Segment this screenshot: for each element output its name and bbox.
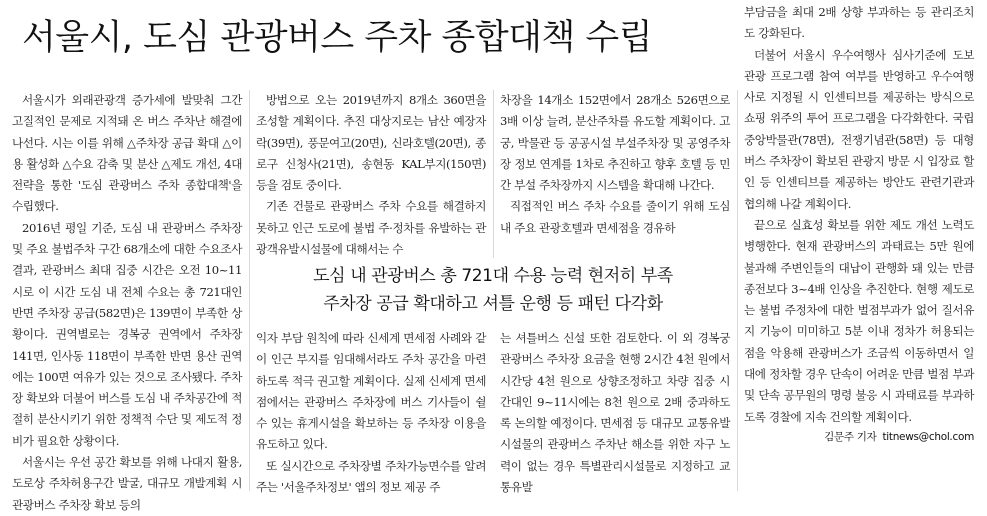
paragraph: 더불어 서울시 우수여행사 심사기준에 도보 관광 프로그램 참여 여부를 반영하고 우수여행사로 지정될 시 인센티브를 제공하는 방식으로 쇼핑 위주의 투어 프로그램을 다각화한다. 국립중앙박물관(78면), 전쟁기념관(58면) 등 대형버스 주차장이 확보된 관광지 방문 시 입장료 할인 등 인센티브를 제공하는 방안도 관련기관과 협의해 나갈 계획이다.	[744, 47, 974, 211]
column-divider	[737, 90, 738, 491]
paragraph: 차장을 14개소 152면에서 28개소 526면으로 3배 이상 늘려, 분산주차를 유도할 계획이다. 고궁, 박물관 등 공공시설 부설주차장 및 공영주차장 정보 연계를 1차로 추진하고 향후 호텔 등 민간 부설 주차장까지 시스템을 확대해 나간다.	[500, 93, 730, 193]
headline: 서울시, 도심 관광버스 주차 종합대책 수립	[22, 18, 653, 58]
article-column-4	[744, 2, 974, 427]
column-divider	[493, 90, 494, 258]
paragraph: 방법으로 오는 2019년까지 8개소 360면을 조성할 계획이다. 추진 대상지로는 남산 예장자락(39면), 풍문여고(20면), 신라호텔(20면), 종로구 신청사(21면), 송현동 KAL부지(150면) 등을 검토 중이다.	[256, 93, 486, 193]
reporter-name: 김문주 기자	[824, 431, 877, 443]
paragraph: 서울시는 우선 공간 확보를 위해 나대지 활용, 도로상 주차허용구간 발굴, 대규모 개발계획 시 관광버스 주차장 확보 등의	[12, 455, 242, 512]
paragraph: 부담금을 최대 2배 상향 부과하는 등 관리조치도 강화된다.	[744, 5, 974, 41]
byline	[800, 428, 974, 446]
paragraph: 2016년 평일 기준, 도심 내 관광버스 주차장 및 주요 불법주차 구간 68개소에 대한 수요조사 결과, 관광버스 최대 집중 시간은 오전 10~11시로 이 시간 도심 내 전체 수요는 총 721대인 반면 주차장 공급(582면)은 139면이 부족한 상황이다. 권역별로는 경복궁 권역에서 주차장 141면, 인사동 118면이 부족한 반면 용산 권역에는 100면 여유가 있는 것으로 조사됐다. 주차장 확보와 더불어 버스를 도심 내 주차공간에 적절히 분산시키기 위한 정책적 수단 및 제도적 정비가 필요한 상황이다.	[12, 220, 242, 448]
subheadline	[256, 262, 730, 318]
article-column-2-lower	[256, 328, 486, 495]
subheadline-line-1: 도심 내 관광버스 총 721대 수용 능력 현저히 부족	[313, 266, 673, 286]
paragraph: 직접적인 버스 주차 수요를 줄이기 위해 도심 내 주요 관광호텔과 면세점을 경유하	[500, 199, 730, 235]
article-column-1	[12, 90, 242, 512]
paragraph: 익자 부담 원칙에 따라 신세계 면세점 사례와 같이 인근 부지를 임대해서라도 주차 공간을 마련하도록 적극 권고할 계획이다. 실제 신세계 면세점에서는 관광버스 주차장에 버스 기사들이 쉴 수 있는 휴게시설을 확보하는 등 주차장 이용을 유도하고 있다.	[256, 331, 486, 452]
subheadline-line-2: 주차장 공급 확대하고 셔틀 운행 등 패턴 다각화	[323, 294, 663, 314]
paragraph: 끝으로 실효성 확보를 위한 제도 개선 노력도 병행한다. 현재 관광버스의 과태료는 5만 원에 불과해 주변인들의 대납이 관행화 돼 있는 만큼 종전보다 3~4배 인상을 추진한다. 현행 제도로는 불법 주정차에 대한 벌점부과가 없어 질서유지 기능이 미미하고 5분 이내 정차가 허용되는 점을 악용해 관광버스가 조금씩 이동하면서 일대에 정차할 경우 단속이 어려운 만큼 벌점 부과 및 단속 공무원의 명령 불응 시 과태료를 부과하도록 경찰에 지속 건의할 계획이다.	[744, 217, 974, 424]
paragraph: 서울시가 외래관광객 증가세에 발맞춰 그간 고질적인 문제로 지적돼 온 버스 주차난 해결에 나선다. 시는 이를 위해 △주차장 공급 확대 △이용 활성화 △수요 감축 및 분산 △제도 개선, 4대 전략을 통한 '도심 관광버스 주차 종합대책'을 수립했다.	[12, 93, 242, 214]
article-column-2-upper	[256, 90, 486, 258]
column-divider	[249, 90, 250, 491]
reporter-email: titnews@chol.com	[882, 431, 974, 443]
paragraph: 또 실시간으로 주차장별 주차가능면수를 알려주는 '서울주차정보' 앱의 정보 제공 주	[256, 458, 486, 495]
article-column-3-lower	[500, 328, 730, 495]
paragraph: 는 셔틀버스 신설 또한 검토한다. 이 외 경복궁 관광버스 주차장 요금을 현행 2시간 4천 원에서 시간당 4천 원으로 상향조정하고 차량 집중 시간대인 9~11시에는 8천 원으로 2배 중과하도록 논의할 예정이다. 면세점 등 대규모 교통유발시설물의 관광버스 주차난 해소를 위한 자구 노력이 없는 경우 특별관리시설물로 지정하고 교통유발	[500, 331, 730, 495]
paragraph: 기존 건물로 관광버스 주차 수요를 해결하지 못하고 인근 도로에 불법 주·정차를 유발하는 관광객유발시설물에 대해서는 수	[256, 199, 486, 257]
article-column-3-upper	[500, 90, 730, 258]
